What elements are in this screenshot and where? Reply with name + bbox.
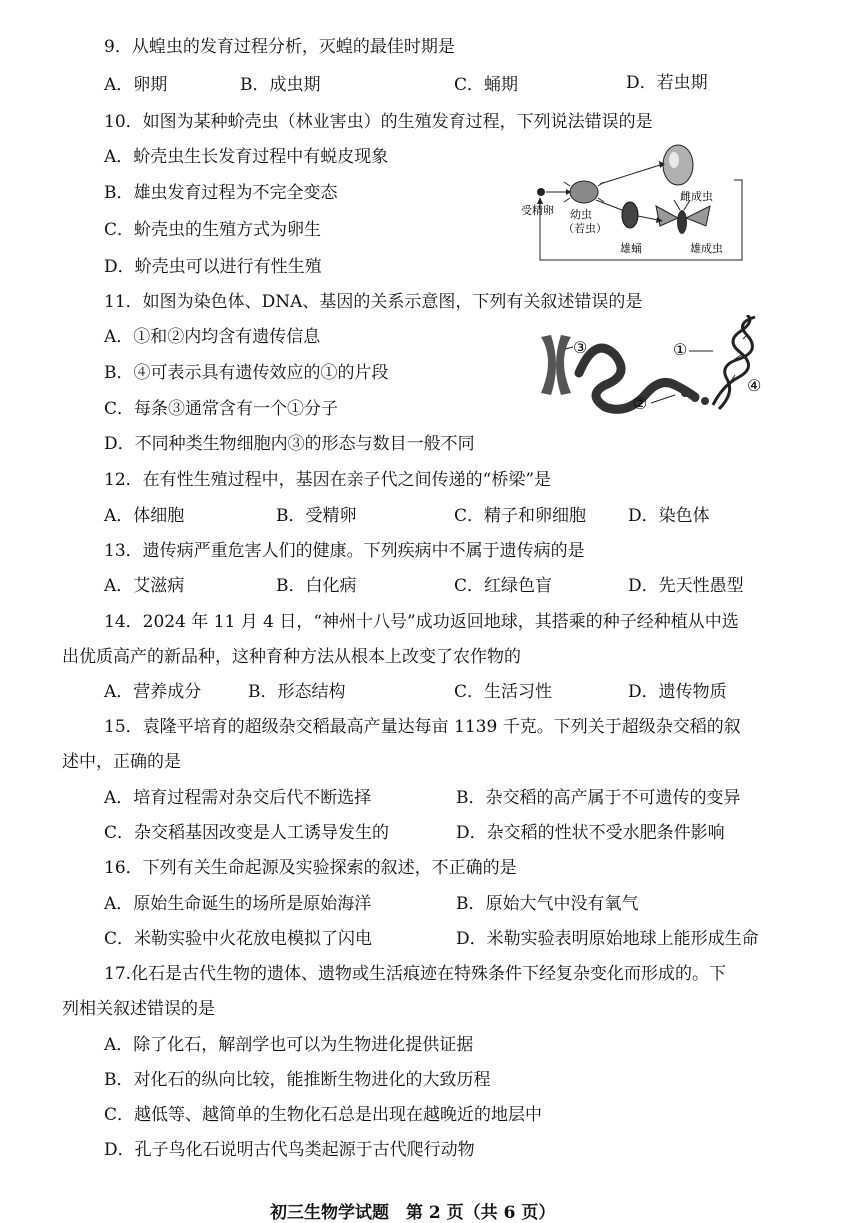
q15-option-a: A．培育过程需对杂交后代不断选择: [104, 788, 372, 808]
q16-option-d: D．米勒实验表明原始地球上能形成生命: [456, 929, 759, 949]
label-male-pupa: 雄蛹: [620, 242, 642, 255]
q16-option-c: C．米勒实验中火花放电模拟了闪电: [104, 929, 373, 949]
q16-option-a: A．原始生命诞生的场所是原始海洋: [104, 894, 372, 914]
q11-option-a: A．①和②内均含有遗传信息: [104, 327, 321, 347]
q13-option-c: C．红绿色盲: [454, 576, 553, 596]
q17-option-b: B．对化石的纵向比较，能推断生物进化的大致历程: [104, 1070, 491, 1090]
q10-option-d: D．蚧壳虫可以进行有性生殖: [104, 257, 322, 277]
label-male-adult: 雄成虫: [690, 242, 723, 255]
q12-option-b: B．受精卵: [276, 506, 357, 526]
q15-option-b: B．杂交稻的高产属于不可遗传的变异: [456, 788, 741, 808]
q11-option-d: D．不同种类生物细胞内③的形态与数目一般不同: [104, 434, 475, 454]
label-4: ④: [747, 376, 762, 395]
q10-option-c: C．蚧壳虫的生殖方式为卵生: [104, 220, 322, 240]
q17-stem-line2: 列相关叙述错误的是: [62, 999, 215, 1019]
fertilized-egg-icon: [537, 188, 545, 196]
q11-option-c: C．每条③通常含有一个①分子: [104, 399, 339, 419]
label-nymph: （若虫）: [563, 222, 607, 235]
q10-stem: 10．如图为某种蚧壳虫（林业害虫）的生殖发育过程，下列说法错误的是: [104, 112, 653, 132]
male-pupa-icon: [622, 202, 638, 228]
q15-stem-line2: 述中，正确的是: [62, 752, 181, 772]
q9-option-b: B．成虫期: [240, 75, 321, 95]
arrow-larva-to-pupa: [596, 200, 622, 210]
q14-option-b: B．形态结构: [248, 682, 346, 702]
q17-option-d: D．孔子鸟化石说明古代鸟类起源于古代爬行动物: [104, 1140, 475, 1160]
q14-stem-line1: 14．2024 年 11 月 4 日，“神州十八号”成功返回地球，其搭乘的种子经种植从中选: [104, 612, 739, 632]
q14-option-a: A．营养成分: [104, 682, 202, 702]
q11-option-b: B．④可表示具有遗传效应的①的片段: [104, 363, 389, 383]
male-adult-icon: [656, 200, 710, 234]
q13-stem: 13．遗传病严重危害人们的健康。下列疾病中不属于遗传病的是: [104, 541, 585, 561]
dna-helix-strand-1: [713, 315, 750, 405]
q13-option-a: A．艾滋病: [104, 576, 185, 596]
q14-option-d: D．遗传物质: [628, 682, 727, 702]
q15-option-d: D．杂交稻的性状不受水肥条件影响: [456, 823, 725, 843]
scale-insect-lifecycle-diagram: [520, 140, 745, 265]
q14-option-c: C．生活习性: [454, 682, 553, 702]
q13-option-d: D．先天性愚型: [628, 576, 744, 596]
q17-stem-line1: 17.化石是古代生物的遗体、遗物或生活痕迹在特殊条件下经复杂变化而形成的。下: [104, 964, 727, 984]
arrow-pupa-to-male: [638, 216, 658, 220]
label-female-adult: 雌成虫: [680, 190, 713, 203]
label-fertilized-egg: 受精卵: [521, 204, 554, 217]
q9-option-a: A．卵期: [104, 75, 168, 95]
arrow-larva-to-female: [600, 165, 660, 184]
q10-option-a: A．蚧壳虫生长发育过程中有蜕皮现象: [104, 147, 389, 167]
chromosome-dna-gene-diagram: [535, 315, 770, 420]
q13-option-b: B．白化病: [276, 576, 357, 596]
q17-option-c: C．越低等、越简单的生物化石总是出现在越晚近的地层中: [104, 1105, 543, 1125]
q15-option-c: C．杂交稻基因改变是人工诱导发生的: [104, 823, 390, 843]
q11-stem: 11．如图为染色体、DNA、基因的关系示意图，下列有关叙述错误的是: [104, 292, 643, 312]
q16-option-b: B．原始大气中没有氧气: [456, 894, 639, 914]
q17-option-a: A．除了化石，解剖学也可以为生物进化提供证据: [104, 1035, 474, 1055]
q9-option-d: D．若虫期: [626, 73, 708, 93]
female-adult-icon: [663, 145, 693, 185]
q12-stem: 12．在有性生殖过程中，基因在亲子代之间传递的“桥梁”是: [104, 470, 552, 490]
q16-stem: 16．下列有关生命起源及实验探索的叙述，不正确的是: [104, 858, 517, 878]
page-footer: 初三生物学试题 第 2 页（共 6 页）: [270, 1203, 556, 1223]
label-3: ③: [573, 338, 588, 357]
label-larva: 幼虫: [570, 208, 592, 221]
q12-option-a: A．体细胞: [104, 506, 185, 526]
q12-option-d: D．染色体: [628, 506, 710, 526]
q10-option-b: B．雄虫发育过程为不完全变态: [104, 183, 338, 203]
q9-option-c: C．蛹期: [454, 75, 519, 95]
q9-stem: 9．从蝗虫的发育过程分析，灭蝗的最佳时期是: [104, 37, 455, 57]
q14-stem-line2: 出优质高产的新品种，这种育种方法从根本上改变了农作物的: [62, 647, 521, 667]
label-2: ②: [633, 394, 648, 413]
q15-stem-line1: 15．袁隆平培育的超级杂交稻最高产量达每亩 1139 千克。下列关于超级杂交稻的叙: [104, 717, 741, 737]
q12-option-c: C．精子和卵细胞: [454, 506, 587, 526]
label-1: ①: [673, 340, 688, 359]
chromosome-icon: [541, 335, 571, 395]
larva-icon: [570, 181, 598, 203]
